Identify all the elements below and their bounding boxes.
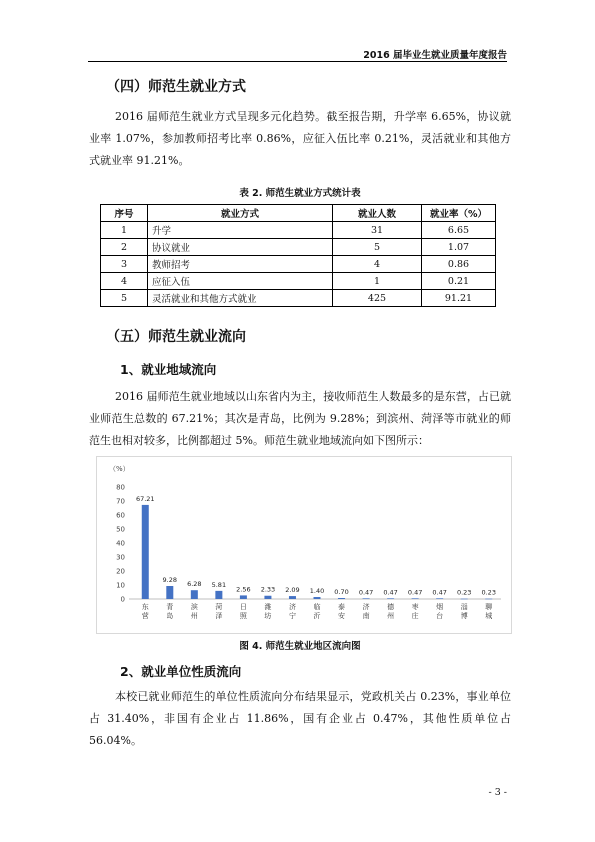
data-label: 9.28 [162,576,178,585]
bar-烟台 [436,598,443,599]
bar-日照 [240,595,247,599]
table-cell: 1 [101,222,148,239]
table-cell: 5 [333,239,422,256]
x-tick-label: 滨州 [190,603,198,620]
bar-聊城 [485,599,492,600]
table-cell: 1.07 [422,239,496,256]
x-tick-label: 泰安 [338,603,346,620]
table-row [101,290,496,307]
x-tick-label: 枣庄 [411,603,419,620]
section-heading-employment-mode: （四）师范生就业方式 [106,79,246,95]
page-number: - 3 - [488,787,507,798]
bar-泰安 [338,598,345,599]
table-cell: 5 [101,290,148,307]
table-cell: 协议就业 [148,239,333,256]
bar-德州 [387,598,394,599]
table-row [101,239,496,256]
data-label: 0.47 [358,588,374,597]
table-cell: 31 [333,222,422,239]
y-axis-unit-label: （%） [109,465,130,473]
table-header-cell: 就业率（%） [422,205,496,222]
data-label: 0.70 [334,588,349,597]
y-tick-label: 80 [116,483,125,492]
table-row [101,273,496,290]
data-label: 2.33 [260,585,276,594]
running-header: 2016 届毕业生就业质量年度报告 [363,50,507,61]
table-header-cell: 就业方式 [148,205,333,222]
bar-淄博 [461,599,468,600]
figure-caption: 图 4. 师范生就业地区流向图 [239,641,361,652]
data-label: 6.28 [187,580,202,589]
x-tick-label: 济南 [362,603,370,620]
bar-chart-svg [97,457,511,633]
employment-mode-table [100,204,496,307]
data-label: 1.40 [309,587,325,596]
table-caption: 表 2. 师范生就业方式统计表 [239,188,361,199]
paragraph-employer-type: 本校已就业师范生的单位性质流向分布结果显示，党政机关占 0.23%，事业单位占 31.40%，非国有企业占 11.86%，国有企业占 0.47%，其他性质单位占 56.04%。 [89,690,511,747]
table-header-row [101,205,496,222]
y-tick-label: 70 [116,497,125,506]
data-label: 2.09 [285,586,300,595]
x-tick-label: 聊城 [485,603,493,620]
table-cell: 425 [333,290,422,307]
paragraph-employment-mode: 2016 届师范生就业方式呈现多元化趋势。截至报告期，升学率 6.65%，协议就业率 1.07%，参加教师招考比率 0.86%，应征入伍比率 0.21%，灵活就业和其他方式就业率 91.21%。 [89,110,511,167]
y-tick-label: 40 [116,539,125,548]
x-tick-label: 济宁 [288,603,296,620]
bar-滨州 [191,590,198,599]
table-cell: 升学 [148,222,333,239]
data-label: 0.23 [456,588,472,597]
y-tick-label: 0 [120,595,125,604]
table-header-cell: 序号 [101,205,148,222]
table-cell: 0.86 [422,256,496,273]
x-tick-label: 潍坊 [264,603,272,620]
table-cell: 2 [101,239,148,256]
bar-东营 [142,505,149,599]
table-cell: 1 [333,273,422,290]
x-tick-label: 德州 [387,603,395,620]
data-label: 2.56 [236,585,251,594]
x-tick-label: 临沂 [313,603,321,620]
data-label: 67.21 [135,494,155,503]
table-cell: 3 [101,256,148,273]
paragraph-region-flow: 2016 届师范生就业地域以山东省内为主，接收师范生人数最多的是东营，占已就业师范生总数的 67.21%；其次是青岛，比例为 9.28%；到滨州、菏泽等市就业的师范生也相对较多，比例都超过 5%。师范生就业地域流向如下图所示： [89,390,511,447]
table-cell: 0.21 [422,273,496,290]
subsection-heading-region: 1、就业地域流向 [120,362,217,377]
bar-潍坊 [264,596,271,599]
data-label: 0.47 [407,588,423,597]
table-cell: 教师招考 [148,256,333,273]
table-cell: 4 [101,273,148,290]
section-heading-employment-flow: （五）师范生就业流向 [106,329,246,345]
region-flow-chart [96,456,512,634]
table-header-cell: 就业人数 [333,205,422,222]
bar-济宁 [289,596,296,599]
data-label: 0.23 [481,588,496,597]
bar-临沂 [314,597,321,599]
y-tick-label: 30 [116,553,125,562]
table-cell: 应征入伍 [148,273,333,290]
x-tick-label: 烟台 [436,603,444,620]
data-label: 0.47 [383,588,398,597]
data-label: 5.81 [211,580,227,589]
table-cell: 4 [333,256,422,273]
x-tick-label: 菏泽 [215,603,223,620]
y-tick-label: 10 [116,581,125,590]
table-cell: 91.21 [422,290,496,307]
x-tick-label: 青岛 [166,603,174,620]
x-tick-label: 日照 [239,603,247,620]
table-cell: 灵活就业和其他方式就业 [148,290,333,307]
x-tick-label: 东营 [141,603,149,620]
bar-枣庄 [412,598,419,599]
bar-济南 [363,598,370,599]
y-tick-label: 20 [116,567,125,576]
x-tick-label: 淄博 [460,603,468,620]
table-cell: 6.65 [422,222,496,239]
y-tick-label: 60 [116,511,125,520]
bar-菏泽 [215,591,222,599]
header-rule [88,61,507,62]
data-label: 0.47 [432,588,447,597]
table-row [101,222,496,239]
bar-青岛 [166,586,173,599]
subsection-heading-employer-type: 2、就业单位性质流向 [120,664,242,679]
table-row [101,256,496,273]
y-tick-label: 50 [116,525,125,534]
